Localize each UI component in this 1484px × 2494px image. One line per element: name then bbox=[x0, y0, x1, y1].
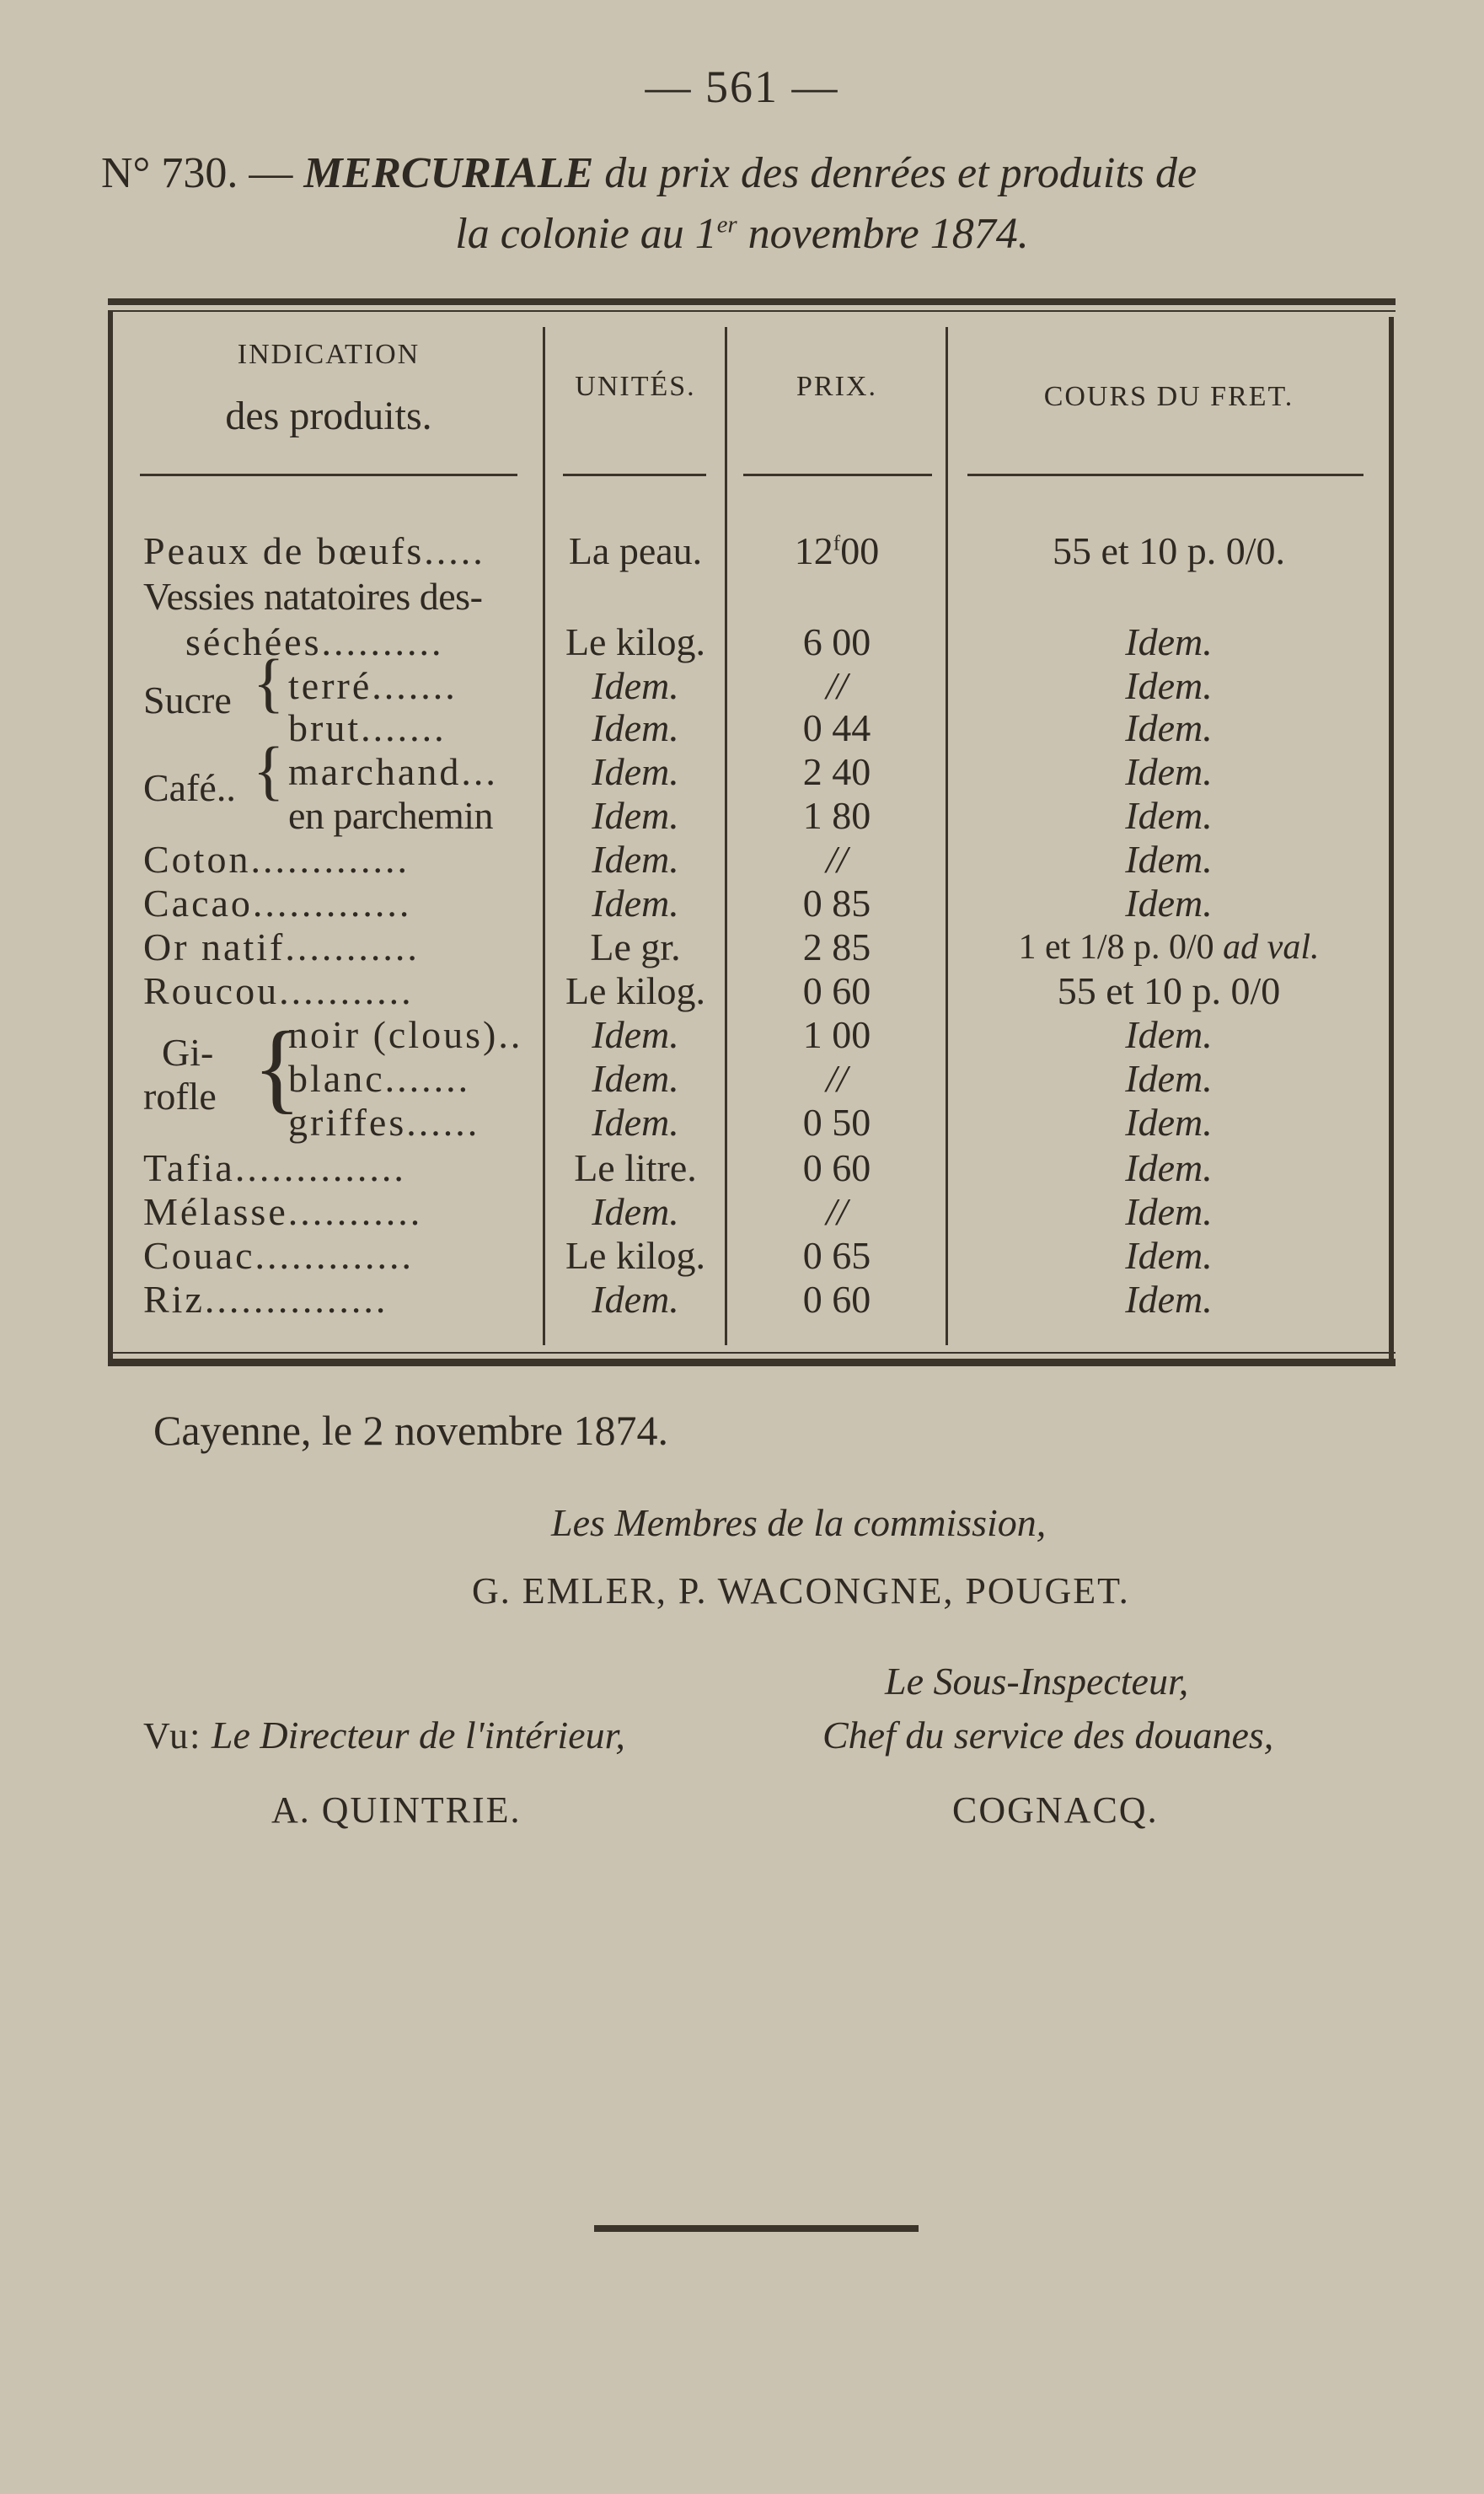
freight-rate: Idem. bbox=[1125, 1190, 1213, 1233]
table-row bbox=[0, 705, 1484, 752]
page-number: — 561 — bbox=[645, 62, 839, 112]
price-currency: f bbox=[833, 531, 841, 555]
price: // bbox=[826, 1190, 848, 1233]
price: // bbox=[826, 664, 848, 707]
title-line2-post: novembre 1874. bbox=[737, 210, 1029, 258]
price: 0 60 bbox=[802, 1146, 871, 1189]
group-label-girofle-bottom: rofle bbox=[143, 1075, 217, 1118]
freight-rate: Idem. bbox=[1125, 1146, 1213, 1189]
header-underline-1 bbox=[140, 474, 517, 476]
freight-rate: Idem. bbox=[1125, 750, 1213, 793]
product-name: Or natif........... bbox=[143, 925, 420, 968]
end-rule bbox=[594, 2225, 919, 2232]
group-label-sucre: Sucre bbox=[143, 678, 232, 721]
price-cents: 00 bbox=[840, 529, 880, 572]
product-name: terré....... bbox=[288, 664, 458, 707]
table-row bbox=[0, 924, 1484, 971]
table-row bbox=[0, 573, 1484, 620]
table-row bbox=[0, 880, 1484, 927]
unit: Le kilog. bbox=[565, 969, 706, 1012]
table-row bbox=[0, 733, 1484, 807]
product-name: marchand... bbox=[288, 750, 498, 793]
price: 0 60 bbox=[802, 969, 871, 1012]
freight-rate-value: 1 et 1/8 p. 0/0 bbox=[1018, 928, 1224, 967]
product-name: Cacao............. bbox=[143, 882, 412, 925]
table-top-rule bbox=[108, 298, 1396, 305]
unit: Idem. bbox=[592, 882, 679, 925]
title-main-word: MERCURIALE bbox=[303, 149, 594, 197]
document-title-line-2 bbox=[0, 209, 1484, 259]
unit: Idem. bbox=[592, 1013, 679, 1056]
freight-rate: Idem. bbox=[1125, 664, 1213, 707]
price: 0 85 bbox=[802, 882, 871, 925]
header-cours-du-fret: COURS DU FRET. bbox=[1043, 381, 1294, 412]
product-name: Coton............. bbox=[143, 838, 410, 881]
table-row bbox=[0, 662, 1484, 710]
product-name: séchées.......... bbox=[185, 620, 444, 663]
inspector-title-1: Le Sous-Inspecteur, bbox=[885, 1660, 1189, 1703]
table-row bbox=[0, 1011, 1484, 1059]
price: 1 00 bbox=[802, 1013, 871, 1056]
freight-rate bbox=[949, 924, 1389, 971]
table-bottom-rule bbox=[108, 1359, 1396, 1366]
freight-rate: Idem. bbox=[1125, 794, 1213, 837]
unit: Le kilog. bbox=[565, 620, 706, 663]
price: 0 50 bbox=[802, 1101, 871, 1144]
product-name: brut....... bbox=[288, 706, 447, 749]
brace-sucre: { bbox=[253, 646, 285, 719]
header-des-produits: des produits. bbox=[225, 394, 432, 438]
price: // bbox=[826, 838, 848, 881]
product-name: en parchemin bbox=[288, 794, 494, 837]
product-name: Mélasse........... bbox=[143, 1190, 423, 1233]
group-label-cafe: Café.. bbox=[143, 766, 236, 809]
unit: Idem. bbox=[592, 706, 679, 749]
unit: Idem. bbox=[592, 1057, 679, 1100]
product-name: noir (clous).. bbox=[288, 1013, 523, 1056]
freight-rate: Idem. bbox=[1125, 882, 1213, 925]
title-line2-pre: la colonie au 1 bbox=[455, 210, 717, 258]
product-name: Peaux de bœufs..... bbox=[143, 529, 485, 572]
commission-label: Les Membres de la commission, bbox=[551, 1501, 1047, 1544]
product-name: Vessies natatoires des- bbox=[143, 575, 483, 618]
vu-line bbox=[143, 1713, 625, 1757]
table-row bbox=[0, 528, 1484, 575]
header-prix: PRIX. bbox=[796, 371, 877, 402]
inspector-name: COGNACQ. bbox=[952, 1789, 1159, 1831]
freight-rate: Idem. bbox=[1125, 838, 1213, 881]
unit: Idem. bbox=[592, 664, 679, 707]
price: 2 40 bbox=[802, 750, 871, 793]
inspector-title-2: Chef du service des douanes, bbox=[822, 1714, 1274, 1757]
freight-rate: Idem. bbox=[1125, 620, 1213, 663]
product-name: Tafia.............. bbox=[143, 1146, 406, 1189]
director-name: A. QUINTRIE. bbox=[271, 1789, 522, 1831]
unit: Idem. bbox=[592, 750, 679, 793]
table-row bbox=[0, 1145, 1484, 1192]
price: 6 00 bbox=[802, 620, 871, 663]
product-name: blanc....... bbox=[288, 1057, 471, 1100]
table-row bbox=[0, 1099, 1484, 1146]
product-name: Couac............. bbox=[143, 1234, 415, 1277]
unit: Le litre. bbox=[574, 1146, 697, 1189]
table-top-rule-thin bbox=[108, 310, 1396, 312]
freight-rate: 55 et 10 p. 0/0 bbox=[1057, 969, 1281, 1012]
freight-rate: Idem. bbox=[1125, 1057, 1213, 1100]
header-underline-4 bbox=[967, 474, 1363, 476]
freight-rate: Idem. bbox=[1125, 706, 1213, 749]
price-integer: 12 bbox=[794, 529, 833, 572]
price: 2 85 bbox=[802, 925, 871, 968]
price: 0 60 bbox=[802, 1278, 871, 1321]
freight-rate: Idem. bbox=[1125, 1101, 1213, 1144]
vu-prefix: Vu: bbox=[143, 1715, 202, 1757]
table-row bbox=[0, 968, 1484, 1015]
table-row bbox=[0, 1232, 1484, 1279]
unit: Idem. bbox=[592, 1190, 679, 1233]
table-row bbox=[0, 1276, 1484, 1323]
unit: Le kilog. bbox=[565, 1234, 706, 1277]
freight-rate-ad-val: ad val. bbox=[1223, 928, 1320, 967]
document-title-line-1 bbox=[101, 148, 1399, 198]
price: 0 65 bbox=[802, 1234, 871, 1277]
product-name: griffes...... bbox=[288, 1101, 480, 1144]
document-number: N° 730. — bbox=[101, 149, 293, 197]
header-unites: UNITÉS. bbox=[575, 371, 696, 402]
freight-rate: Idem. bbox=[1125, 1013, 1213, 1056]
product-name: Riz............... bbox=[143, 1278, 388, 1321]
unit: Idem. bbox=[592, 838, 679, 881]
table-row bbox=[0, 619, 1484, 666]
brace-girofle: { bbox=[253, 1011, 302, 1123]
commission-names: G. EMLER, P. WACONGNE, POUGET. bbox=[472, 1570, 1130, 1612]
product-name: Roucou........... bbox=[143, 969, 414, 1012]
freight-rate: 55 et 10 p. 0/0. bbox=[1053, 529, 1285, 572]
freight-rate: Idem. bbox=[1125, 1234, 1213, 1277]
unit: Idem. bbox=[592, 794, 679, 837]
table-row bbox=[0, 836, 1484, 883]
price: // bbox=[826, 1057, 848, 1100]
unit: Idem. bbox=[592, 1101, 679, 1144]
table-row bbox=[0, 792, 1484, 839]
price bbox=[728, 528, 946, 575]
table-row bbox=[0, 1055, 1484, 1102]
unit: La peau. bbox=[568, 529, 703, 572]
header-indication: INDICATION bbox=[237, 339, 421, 370]
table-bottom-rule-thin bbox=[108, 1352, 1396, 1354]
unit: Idem. bbox=[592, 1278, 679, 1321]
freight-rate: Idem. bbox=[1125, 1278, 1213, 1321]
title-line2-sup: er bbox=[716, 212, 737, 239]
table-row bbox=[0, 1188, 1484, 1236]
director-title: Le Directeur de l'intérieur, bbox=[211, 1714, 625, 1757]
unit: Le gr. bbox=[590, 925, 681, 968]
group-label-girofle-top: Gi- bbox=[162, 1031, 214, 1074]
header-underline-3 bbox=[743, 474, 932, 476]
price: 0 44 bbox=[802, 706, 871, 749]
place-and-date: Cayenne, le 2 novembre 1874. bbox=[153, 1407, 668, 1454]
price: 1 80 bbox=[802, 794, 871, 837]
title-rest: du prix des denrées et produits de bbox=[593, 149, 1197, 197]
brace-cafe: { bbox=[253, 733, 285, 807]
header-underline-2 bbox=[563, 474, 706, 476]
